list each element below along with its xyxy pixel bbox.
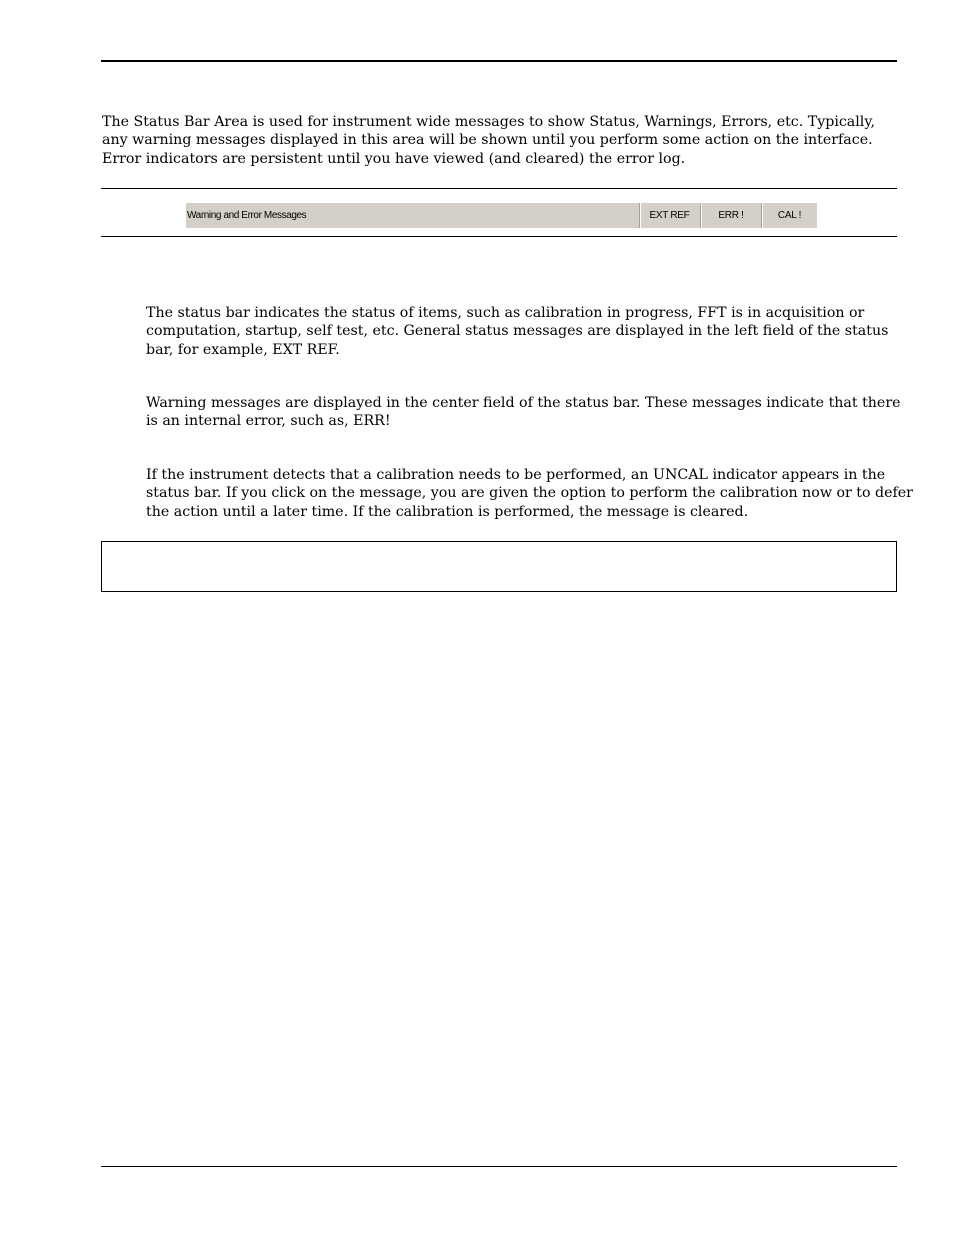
status-field-err: ERR ! <box>700 203 761 228</box>
uncal-line: If the instrument detects that a calibration needs to be performed, an UNCAL indicator appears in the <box>146 467 886 483</box>
status-field-ext-ref: EXT REF <box>639 203 699 228</box>
status-bar-message: Warning and Error Messages <box>187 210 307 221</box>
header-rule <box>101 60 897 62</box>
status-bar-figure <box>186 203 817 228</box>
uncal-line: status bar. If you click on the message, you are given the option to perform the calibration now or to defer <box>146 485 913 502</box>
figure-top-rule <box>101 188 897 189</box>
warning-line: is an internal error, such as, ERR! <box>146 413 391 430</box>
status-field-cal: CAL ! <box>761 203 817 228</box>
warning-line: Warning messages are displayed in the center field of the status bar. These messages indicate that there <box>146 395 901 411</box>
footer-rule <box>101 1166 897 1167</box>
status-line: computation, startup, self test, etc. General status messages are displayed in the left field of the status <box>146 323 889 340</box>
status-line: The status bar indicates the status of items, such as calibration in progress, FFT is in acquisition or <box>146 305 865 321</box>
warning-paragraph <box>146 394 901 431</box>
intro-line: Error indicators are persistent until you have viewed (and cleared) the error log. <box>102 150 686 167</box>
status-paragraph <box>146 304 888 359</box>
figure-bottom-rule <box>101 236 897 237</box>
status-line: bar, for example, EXT REF. <box>146 341 340 358</box>
intro-paragraph <box>102 113 875 168</box>
uncal-paragraph <box>146 466 913 521</box>
intro-line: any warning messages displayed in this area will be shown until you perform some action on the interface. <box>102 132 873 149</box>
uncal-line: the action until a later time. If the calibration is performed, the message is cleared. <box>146 503 749 520</box>
note-box <box>101 541 897 592</box>
intro-line: The Status Bar Area is used for instrument wide messages to show Status, Warnings, Errors, etc. Typically, <box>102 114 875 130</box>
